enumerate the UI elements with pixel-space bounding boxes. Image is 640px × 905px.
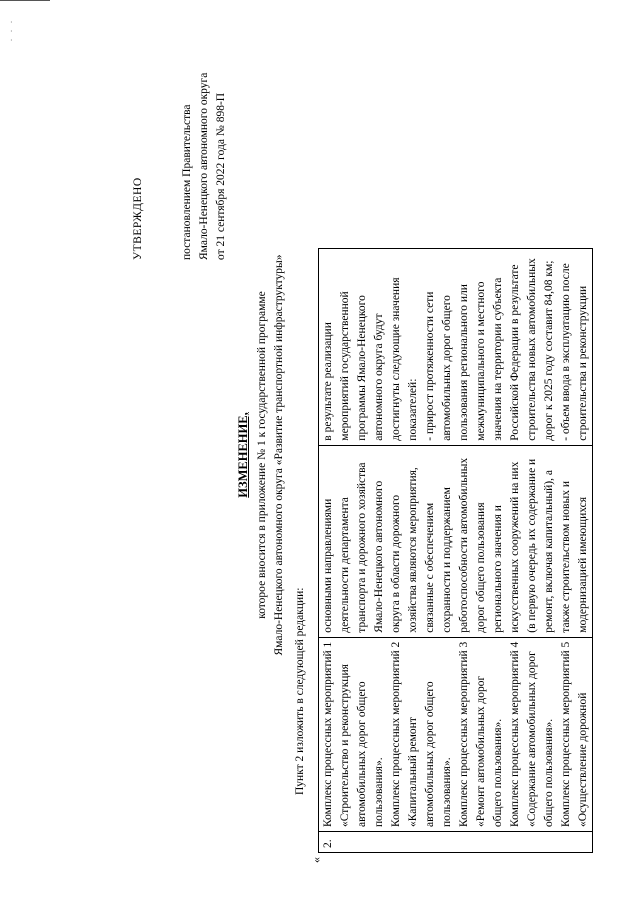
approval-line-2: Ямало-Ненецкого автономного округа — [198, 72, 210, 260]
title-heading: ИЗМЕНЕНИЕ, — [236, 412, 250, 498]
results-line: в результате реализации — [322, 322, 334, 441]
directions-line: дорог общего пользования — [475, 502, 487, 633]
directions-line: Ямало-Ненецкого автономного — [373, 480, 385, 633]
document-title — [235, 65, 288, 845]
directions-line: также строительством новых и — [560, 481, 572, 633]
measures-line: Комплекс процессных мероприятий 5 — [560, 641, 572, 827]
measures-line: автомобильных дорог общего — [356, 681, 368, 827]
directions-line: хозяйства являются мероприятия, — [407, 467, 419, 633]
opening-quote-mark: « — [309, 857, 323, 863]
directions-cell — [319, 445, 593, 637]
directions-line: (в первую очередь их содержание и — [526, 458, 538, 633]
measures-line: пользования». — [373, 757, 385, 827]
measures-line: Комплекс процессных мероприятий 4 — [509, 641, 521, 827]
item-number: 2. — [322, 839, 334, 848]
measures-line: Комплекс процессных мероприятий 2 — [390, 641, 402, 827]
directions-line: регионального значения и — [492, 505, 504, 633]
measures-line: пользования». — [441, 757, 453, 827]
title-line-2: Ямало-Ненецкого автономного округа «Развитие транспортной инфраструктуры» — [273, 254, 285, 656]
approval-block — [130, 5, 230, 260]
results-line: достигнуты следующие значения — [390, 277, 402, 441]
results-line: пользования регионального или — [458, 284, 470, 441]
results-line: показателей: — [407, 378, 419, 441]
directions-line: связанные с обеспечением — [424, 502, 436, 633]
amendment-table — [318, 248, 593, 853]
results-line: строительства новых автомобильных — [526, 258, 538, 441]
measures-line: «Строительство и реконструкция — [339, 664, 351, 827]
measures-line: Комплекс процессных мероприятий 3 — [458, 641, 470, 827]
directions-line: округа в области дорожного — [390, 494, 402, 633]
measures-line: «Капитальный ремонт — [407, 717, 419, 827]
results-line: автомобильных дорог общего — [441, 295, 453, 441]
results-line: строительства и реконструкции — [577, 285, 589, 441]
lead-paragraph: Пункт 2 изложить в следующей редакции: — [294, 587, 306, 795]
results-line: мероприятий государственной — [339, 291, 351, 441]
measures-cell — [319, 637, 593, 831]
results-cell — [319, 248, 593, 445]
directions-line: деятельности департамента — [339, 497, 351, 633]
results-line: автономного округа будут — [373, 313, 385, 441]
measures-line: общего пользования». — [543, 718, 555, 827]
directions-line: транспорта и дорожного хозяйства — [356, 462, 368, 633]
results-line: межмуниципального и местного — [475, 281, 487, 441]
directions-line: сохранности и поддержанием — [441, 487, 453, 633]
results-line: программы Ямало-Ненецкого — [356, 295, 368, 441]
directions-line: модернизацией имеющихся — [577, 496, 589, 633]
results-line: - объем ввода в эксплуатацию после — [560, 263, 572, 441]
directions-line: искусственных сооружений на них — [509, 461, 521, 633]
margin-marks: · · · — [10, 18, 13, 45]
results-line: - прирост протяженности сети — [424, 291, 436, 441]
results-line: дорог к 2025 году составит 84,08 км; — [543, 260, 555, 441]
measures-line: автомобильных дорог общего — [424, 681, 436, 827]
measures-line: Комплекс процессных мероприятий 1 — [322, 641, 334, 827]
approval-line-3: от 21 сентября 2022 года № 898-П — [215, 92, 227, 260]
measures-line: «Содержание автомобильных дорог — [526, 651, 538, 827]
measures-line: «Ремонт автомобильных дорог — [475, 675, 487, 827]
measures-line: общего пользования». — [492, 718, 504, 827]
measures-line: «Осуществление дорожной — [577, 692, 589, 827]
directions-line: ремонт, включая капитальный), а — [543, 470, 555, 633]
results-line: Российской Федерации в результате — [509, 264, 521, 441]
approval-line-1: постановлением Правительства — [181, 104, 193, 260]
item-number-cell — [319, 832, 593, 853]
results-line: значения на территории субъекта — [492, 277, 504, 441]
directions-line: работоспособности автомобильных — [458, 457, 470, 633]
table-row — [319, 248, 593, 852]
directions-line: основными направлениями — [322, 498, 334, 633]
approval-header: УТВЕРЖДЕНО — [132, 177, 144, 260]
title-line-1: которое вносится в приложение № 1 к государственной программе — [256, 291, 268, 619]
